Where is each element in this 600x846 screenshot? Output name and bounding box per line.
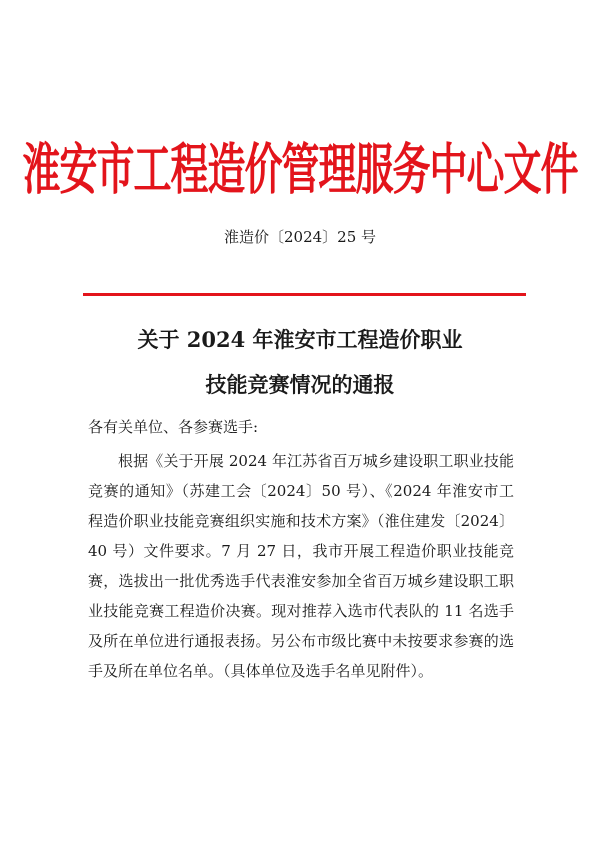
document-number: 淮造价〔2024〕25 号 <box>223 228 377 246</box>
red-divider-line <box>83 293 526 296</box>
issuer-masthead: 淮安市工程造价管理服务中心文件 <box>22 136 578 202</box>
notice-body-paragraph: 根据《关于开展 2024 年江苏省百万城乡建设职工职业技能竞赛的通知》（苏建工会〔2024〕50 号）、《2024 年淮安市工程造价职业技能竞赛组织实施和技术方案》（淮住建发〔2024〕40 号）文件要求。7 月 27 日，我市开展工程造价职业技能竞赛，选拔出一批优秀选手代表淮安参加全省百万城乡建设职工职业技能竞赛工程造价决赛。现对推荐入选市代表队的 11 名选手及所在单位进行通报表扬。另公布市级比赛中未按要求参赛的选手及所在单位名单。（具体单位及选手名单见附件）。 <box>88 452 514 680</box>
notice-title-line-2: 技能竞赛情况的通报 <box>205 372 395 397</box>
salutation: 各有关单位、各参赛选手: <box>88 418 259 436</box>
notice-title-line-1: 关于 2024 年淮安市工程造价职业 <box>137 327 463 352</box>
